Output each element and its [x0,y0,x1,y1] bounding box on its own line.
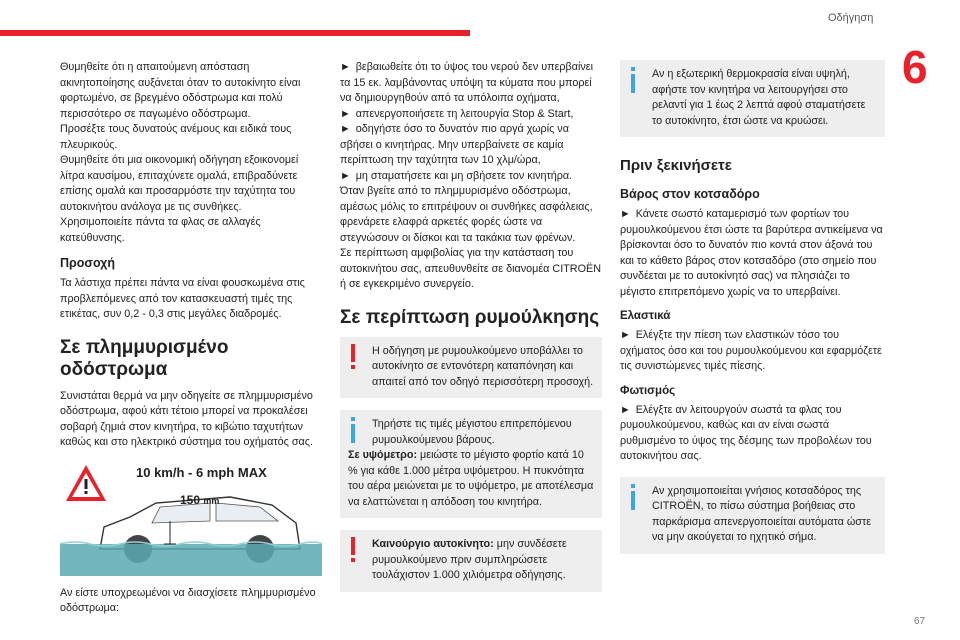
page-number: 67 [914,616,926,627]
paragraph: Θυμηθείτε ότι μια οικονομική οδήγηση εξοικονομεί λίτρα καυσίμου, επιταχύνετε ομαλά, επιβραδύνετε επίσης ομαλά και προσαρμόστε την ταχύτητα του αυτοκινήτου ανάλογα με τις συνθήκες. [60,154,299,213]
before-departure-heading: Πριν ξεκινήσετε [620,157,732,174]
info-icon [348,417,358,443]
chapter-number: 6 [902,41,928,93]
arrow-bullet-icon: ► [340,61,351,73]
info-icon [628,484,638,510]
depth-unit: mm [203,495,220,506]
warning-icon [348,344,358,370]
bullet-item: ► Κάνετε σωστό καταμερισμό των φορτίων του ρυμουλκούμενου έτσι ώστε τα βαρύτερα αντικείμενα να βρίσκονται όσο το δυνατόν πιο κοντά στον άξονά του και το κάθετο βάρος στον κοτσαδόρο (στο σημείο που συνδέεται με το αυτοκίνητό σας) να πλησιάζει το μέγιστο επιτρεπόμενο χωρίς να το υπερβαίνει. [620,208,883,298]
bullet-item: ► απενεργοποιήσετε τη λειτουργία Stop & Start, [340,107,574,120]
caution-heading: Προσοχή [60,256,115,270]
towing-heading: Σε περίπτωση ρυμούλκησης [340,306,600,328]
tyres-heading: Ελαστικά [620,310,671,322]
info-icon [628,67,638,93]
header-accent-bar [0,30,470,36]
bullet-item: ► βεβαιωθείτε ότι το ύψος του νερού δεν υπερβαίνει τα 15 εκ. λαμβάνοντας υπόψη τα κύματα που μπορεί να δημιουργηθούν από τα υπόλοιπα οχήματα, [340,61,594,104]
arrow-bullet-icon: ► [340,169,351,182]
arrow-bullet-icon: ► [340,107,351,120]
info-note [340,410,602,518]
warning-icon [348,537,358,563]
info-text: Αν η εξωτερική θερμοκρασία είναι υψηλή, αφήστε τον κινητήρα να λειτουργήσει στο ρελαντί για 1 έως 2 λεπτά αφού σταματήσετε το αυτοκίνητο, έτσι ώστε να κρυώσει. [652,68,866,127]
warning-text: Η οδήγηση με ρυμουλκούμενο υποβάλλει το αυτοκίνητο σε εντονότερη καταπόνηση και απαιτεί από τον οδηγό περισσότερη προσοχή. [372,344,594,388]
paragraph: Αν είστε υποχρεωμένοι να διασχίσετε πλημμυρισμένο οδόστρωμα: [60,586,316,614]
depth-value: 150 [180,492,201,507]
info-note [620,477,885,554]
warning-text: Καινούργιο αυτοκίνητο: μην συνδέσετε ρυμουλκούμενο πριν συμπληρώσετε τουλάχιστον 1.000 χιλιόμετρα οδήγησης. [372,538,567,581]
bullet-item: ► μη σταματήσετε και μη σβήσετε τον κινητήρα. [340,169,573,182]
warning-note [340,530,602,592]
lighting-heading: Φωτισμός [620,384,676,397]
column-right [620,60,885,566]
paragraph: Σε περίπτωση αμφιβολίας για την κατάσταση του αυτοκινήτου σας, απευθυνθείτε σε διανομέα CITROËN ή σε εγκεκριμένο συνεργείο. [340,247,601,290]
speed-limit-label: 10 km/h - 6 mph MAX [136,464,267,480]
arrow-bullet-icon: ► [620,208,631,220]
flooded-road-illustration [60,461,322,576]
arrow-bullet-icon: ► [340,123,351,135]
paragraph: Τα λάστιχα πρέπει πάντα να είναι φουσκωμένα στις προβλεπόμενες από τον κατασκευαστή τιμές της ετικέτας, συν 0,2 - 0,3 στις μεγάλες διαδρομές. [60,277,305,320]
bullet-item: ► Ελέγξτε την πίεση των ελαστικών τόσο του οχήματος όσο και του ρυμουλκούμενου και εφαρμόζετε τις συνιστώμενες τιμές πίεσης. [620,329,882,372]
paragraph: Προσέξτε τους δυνατούς ανέμους και ειδικά τους πλευρικούς. [60,123,292,151]
flooded-road-heading: Σε πλημμυρισμένο οδόστρωμα [60,336,229,380]
column-left [60,60,322,617]
arrow-bullet-icon: ► [620,329,631,341]
paragraph: Θυμηθείτε ότι η απαιτούμενη απόσταση ακινητοποίησης αυξάνεται όταν το αυτοκίνητο είναι φορτωμένο, σε βρεγμένο οδόστρωμα και πολύ περισσότερο σε παγωμένο οδόστρωμα. [60,61,301,120]
info-note [620,60,885,137]
column-middle [340,60,602,604]
depth-label [180,493,219,507]
info-text-altitude: Σε υψόμετρο: μειώστε το μέγιστο φορτίο κατά 10 % για κάθε 1.000 μέτρα υψόμετρου. Η πυκνότητα του αέρα μειώνεται με το υψόμετρο, με αποτέλεσμα να ελαττώνεται η απόδοση του κινητήρα. [348,449,594,508]
info-text: Αν χρησιμοποιείται γνήσιος κοτσαδόρος της CITROËN, το πίσω σύστημα βοήθειας στο παρκάρισμα απενεργοποιείται αυτόματα ώστε να μην ακούγεται το ηχητικό σήμα. [652,484,872,543]
warning-note [340,337,602,399]
towbar-weight-heading: Βάρος στον κοτσαδόρο [620,187,760,201]
paragraph: Χρησιμοποιείτε πάντα τα φλας σε αλλαγές κατεύθυνσης. [60,216,261,244]
paragraph: Συνιστάται θερμά να μην οδηγείτε σε πλημμυρισμένο οδόστρωμα, αφού κάτι τέτοιο μπορεί να προκαλέσει σοβαρή ζημιά στον κινητήρα, το κιβώτιο ταχυτήτων καθώς και στο ηλεκτρικό σύστημα του οχήματός σας. [60,389,313,448]
paragraph: Όταν βγείτε από το πλημμυρισμένο οδόστρωμα, αμέσως μόλις το επιτρέψουν οι συνθήκες ασφάλειας, φρενάρετε ελαφρά αρκετές φορές ώστε να στεγνώσουν οι δίσκοι και τα τακάκια των φρένων. [340,185,593,244]
section-title: Οδήγηση [828,12,874,24]
bullet-item: ► οδηγήστε όσο το δυνατόν πιο αργά χωρίς να σβήσει ο κινητήρας. Μην υπερβαίνετε σε καμία περίπτωση την ταχύτητα των 10 χλμ/ώρα, [340,123,569,166]
bullet-item: ► Ελέγξτε αν λειτουργούν σωστά τα φλας του ρυμουλκούμενου, καθώς και αν είναι σωστά ρυθμισμένο το ύψος της δέσμης των προβολέων του αυτοκινήτου σας. [620,403,872,462]
arrow-bullet-icon: ► [620,403,631,416]
info-text: Τηρήστε τις τιμές μέγιστου επιτρεπόμενου ρυμουλκούμενου βάρους. [372,418,572,446]
